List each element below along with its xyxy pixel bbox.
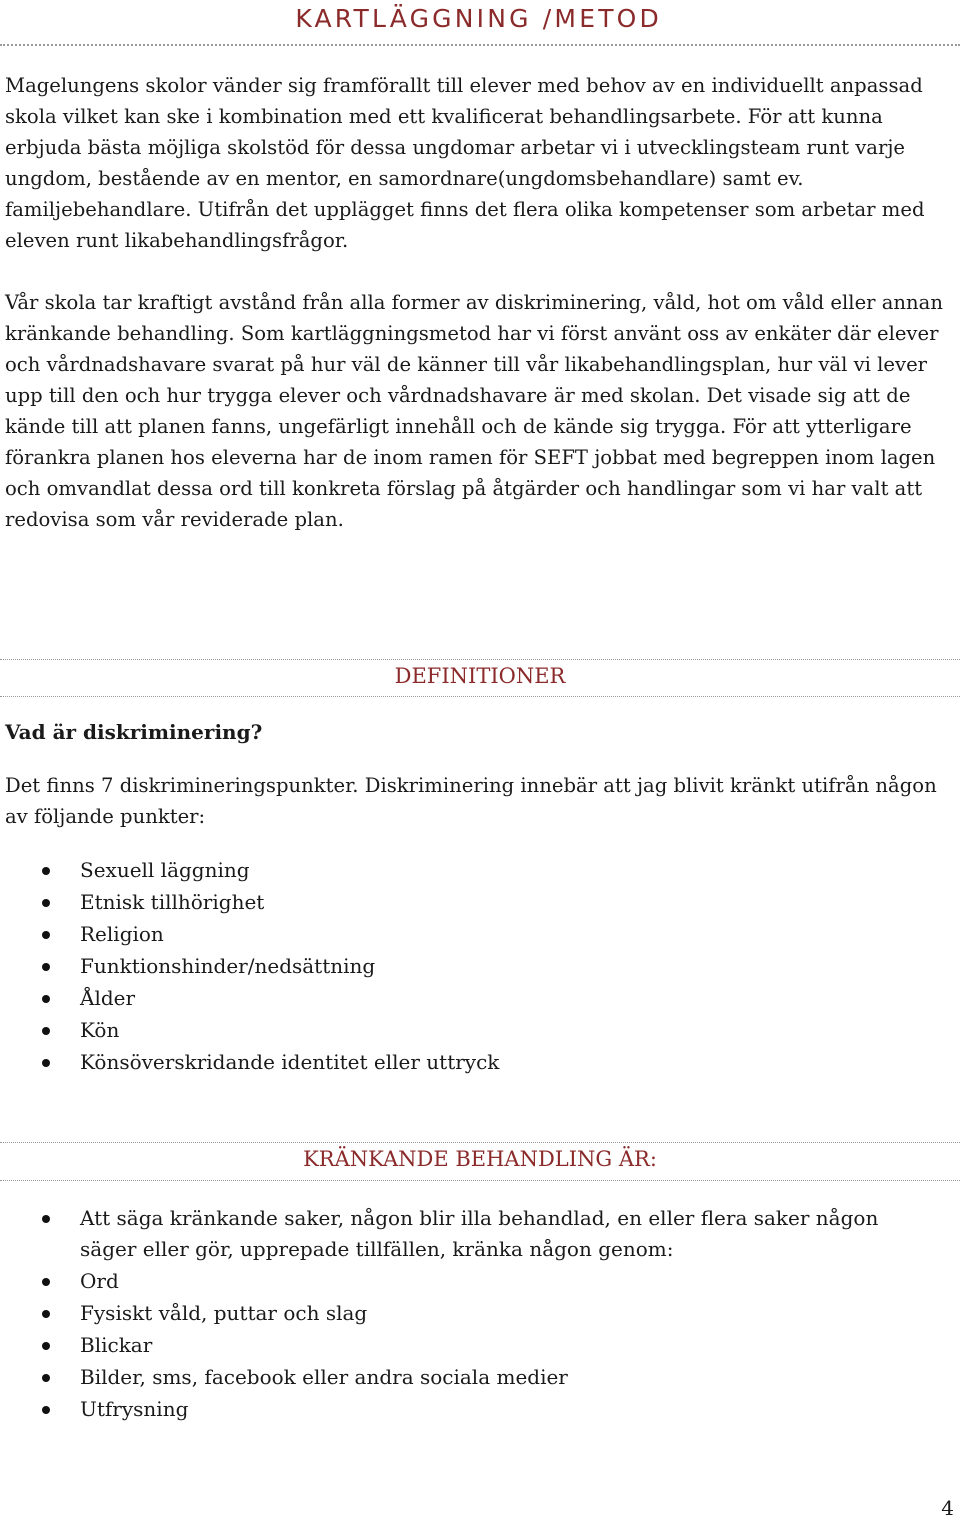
list-item: Kön [0,1015,940,1046]
bullet-icon [42,963,50,971]
definitions-title: DEFINITIONER [394,664,566,688]
page-number: 4 [941,1496,954,1520]
bullet-icon [42,1406,50,1414]
list-item: Fysiskt våld, puttar och slag [0,1298,940,1329]
list-item: Ålder [0,983,940,1014]
bullet-icon [42,1278,50,1286]
offensive-list [0,1203,940,1425]
discrimination-question: Vad är diskriminering? [5,720,263,744]
list-item: Könsöverskridande identitet eller uttryck [0,1047,940,1078]
bullet-icon [42,1374,50,1382]
list-item: Bilder, sms, facebook eller andra sociala medier [0,1362,940,1393]
list-item: Ord [0,1266,940,1297]
bullet-icon [42,1310,50,1318]
offensive-divider-bottom [0,1180,960,1181]
bullet-icon [42,931,50,939]
offensive-divider-top [0,1142,960,1143]
bullet-icon [42,1059,50,1067]
bullet-icon [42,1215,50,1223]
bullet-icon [42,867,50,875]
header-divider [0,44,960,46]
list-item: Religion [0,919,940,950]
list-item: Utfrysning [0,1394,940,1425]
list-item: Etnisk tillhörighet [0,887,940,918]
definitions-divider-bottom [0,696,960,697]
list-item: Blickar [0,1330,940,1361]
definitions-divider-top [0,659,960,660]
bullet-icon [42,899,50,907]
offensive-title: KRÄNKANDE BEHANDLING ÄR: [303,1147,657,1171]
list-item: Sexuell läggning [0,855,940,886]
list-item: Att säga kränkande saker, någon blir illa behandlad, en eller flera saker någon säger eller gör, upprepade tillfällen, kränka någon genom: [0,1203,940,1265]
intro-paragraph-2: Vår skola tar kraftigt avstånd från alla former av diskriminering, våld, hot om våld eller annan kränkande behandling. Som kartläggningsmetod har vi först använt oss av enkäter där elever och vårdnadshavare svarat på hur väl de känner till vår likabehandlingsplan, hur väl vi lever upp till den och hur trygga elever och vårdnadshavare är med skolan. Det visade sig att de kände till att planen fanns, ungefärligt innehåll och de kände sig trygga. För att ytterligare förankra planen hos eleverna har de inom ramen för SEFT jobbat med begreppen inom lagen och omvandlat dessa ord till konkreta förslag på åtgärder och handlingar som vi har valt att redovisa som vår reviderade plan. [5,291,943,531]
bullet-icon [42,1027,50,1035]
bullet-icon [42,995,50,1003]
page-header-title: KARTLÄGGNING /METOD [295,4,662,33]
discrimination-list [0,855,940,1078]
discrimination-text: Det finns 7 diskrimineringspunkter. Diskriminering innebär att jag blivit kränkt utifrån någon av följande punkter: [5,774,937,828]
intro-paragraph-1: Magelungens skolor vänder sig framförallt till elever med behov av en individuellt anpassad skola vilket kan ske i kombination med ett kvalificerat behandlingsarbete. För att kunna erbjuda bästa möjliga skolstöd för dessa ungdomar arbetar vi i utvecklingsteam runt varje ungdom, bestående av en mentor, en samordnare(ungdomsbehandlare) samt ev. familjebehandlare. Utifrån det upplägget finns det flera olika kompetenser som arbetar med eleven runt likabehandlingsfrågor. [5,74,925,252]
bullet-icon [42,1342,50,1350]
list-item: Funktionshinder/nedsättning [0,951,940,982]
